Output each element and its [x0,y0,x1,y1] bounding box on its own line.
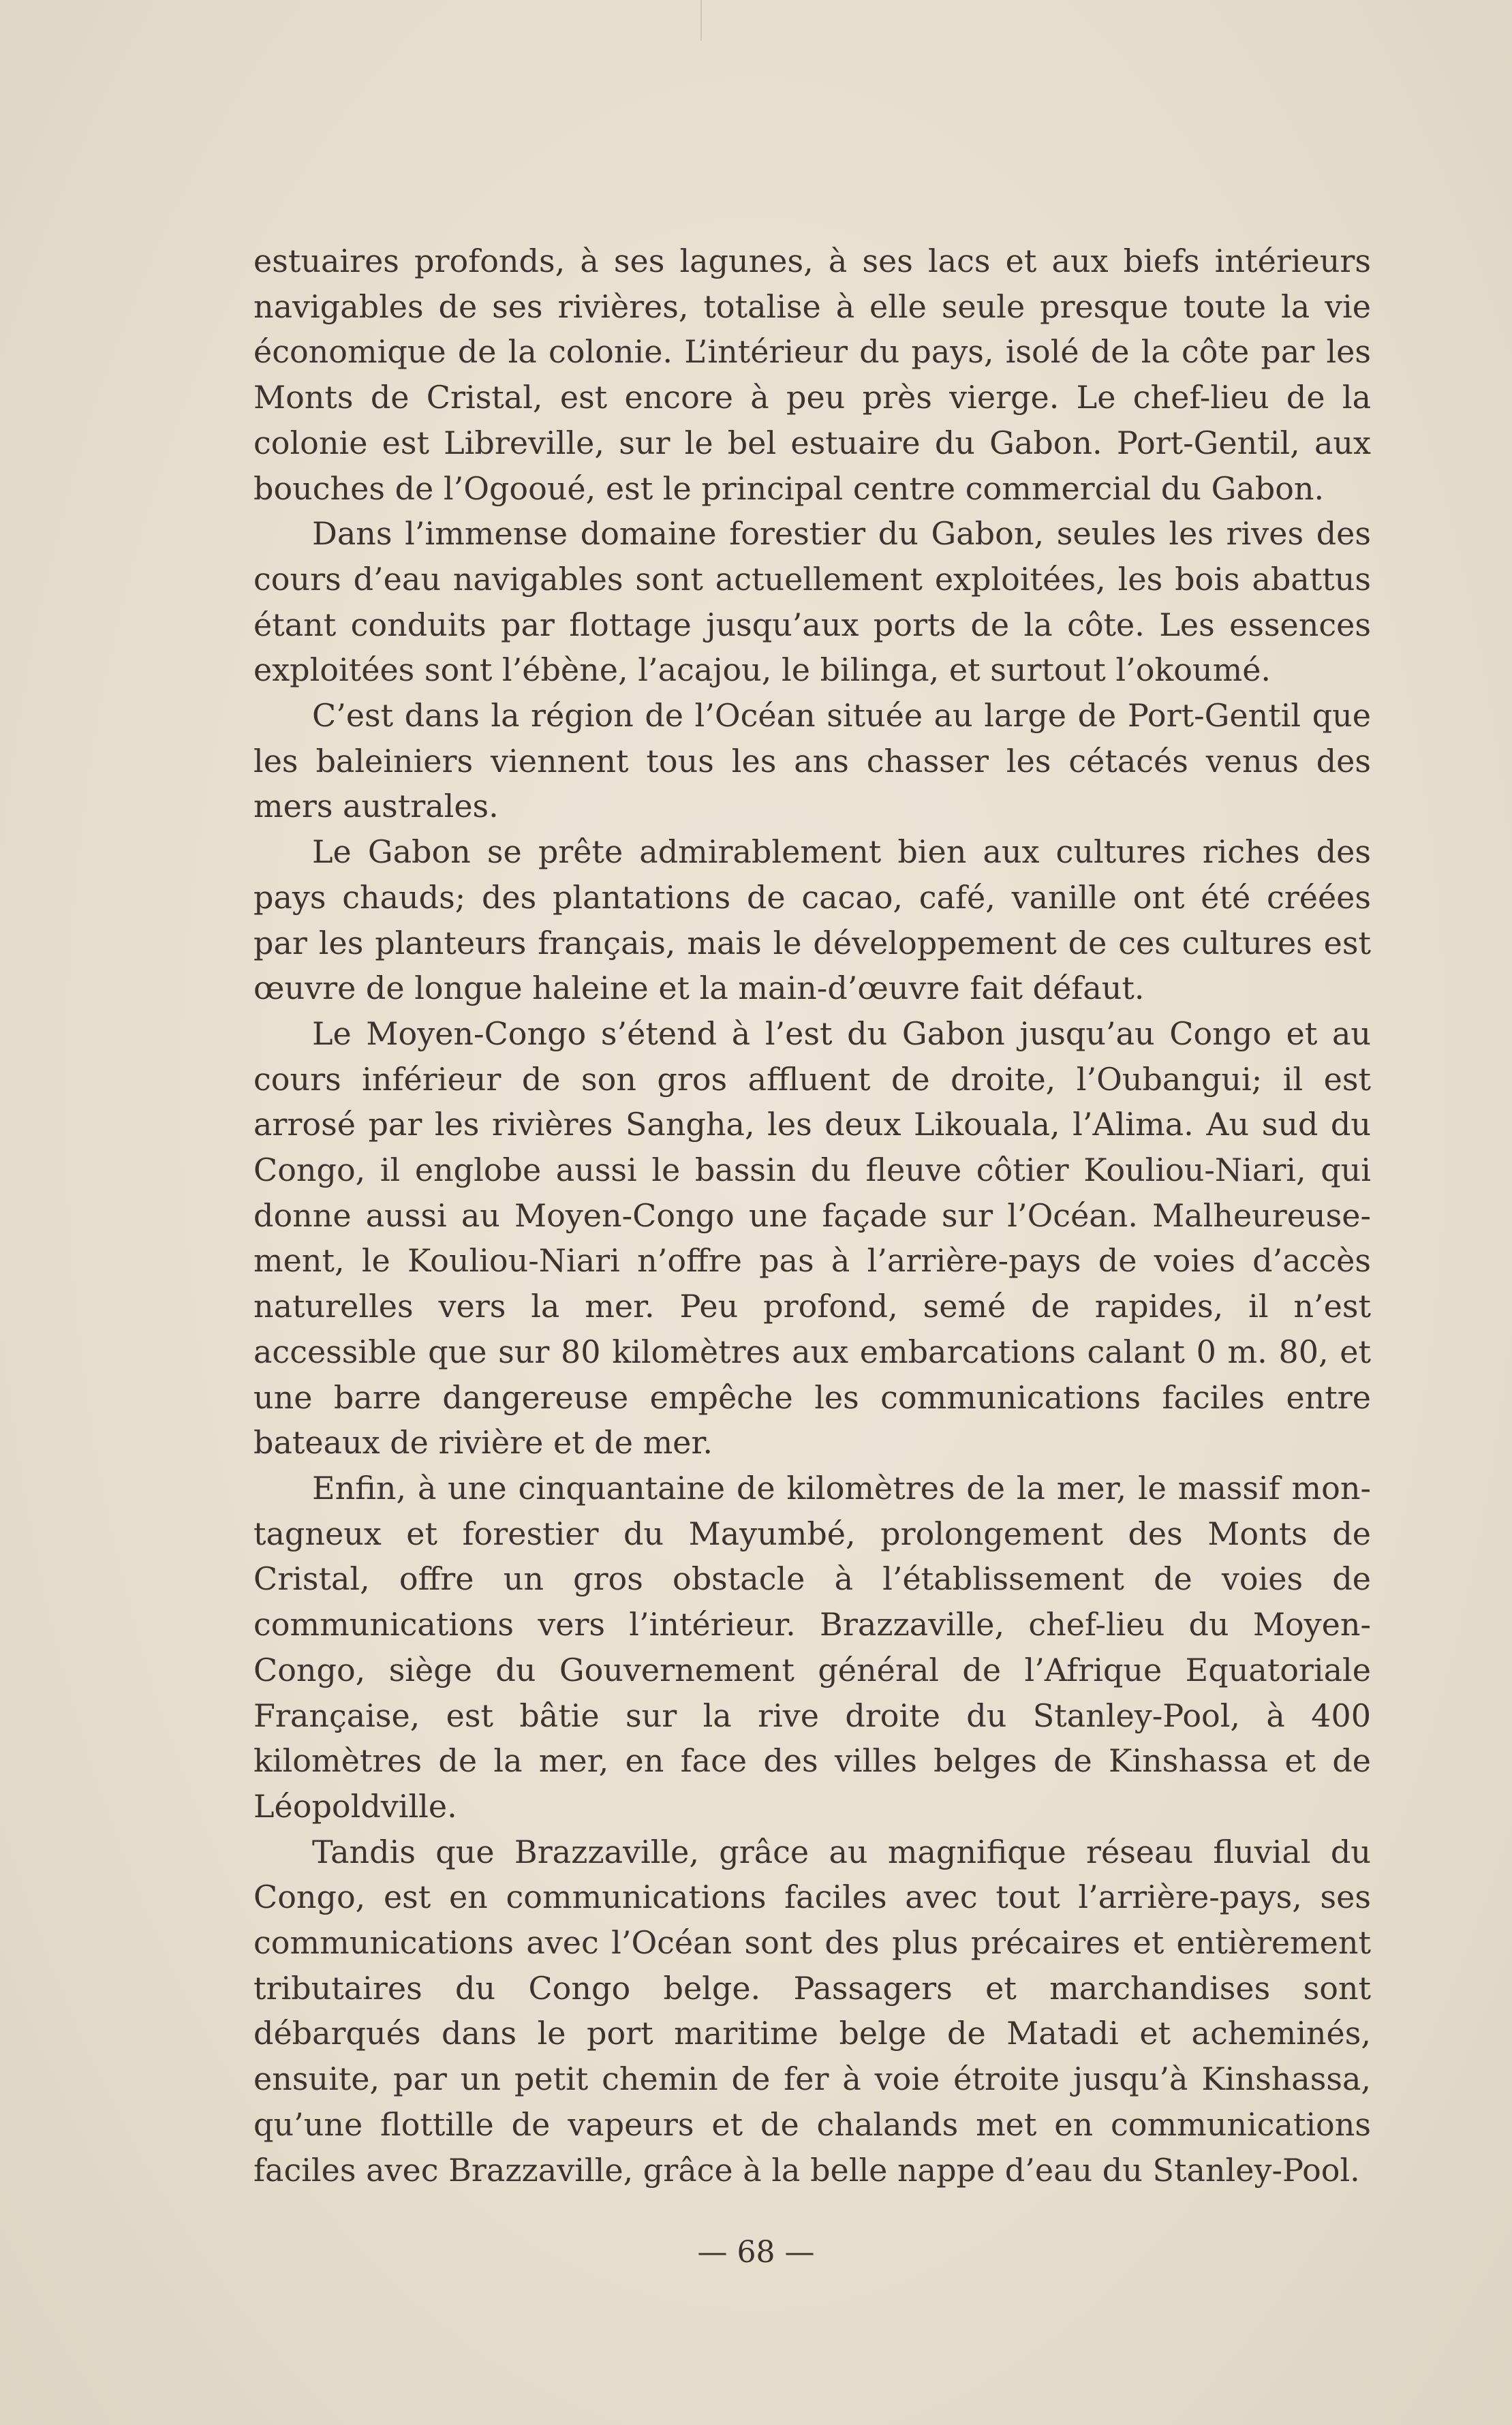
body-text [253,238,1371,2193]
page-number: — 68 — [697,2235,815,2270]
page-crease [700,0,702,41]
paragraph: estuaires profonds, à ses lagunes, à ses lacs et aux biefs intérieurs navigables de ses rivières, totalise à elle seule presque toute la vie économique de la colonie. L’intérieur du pays, isolé de la côte par les Monts de Cristal, est encore à peu près vierge. Le chef-lieu de la colonie est Libreville, sur le bel estuaire du Gabon. Port-Gentil, aux bouches de l’Ogooué, est le principal centre commercial du Gabon. [253,243,1371,507]
paragraph: C’est dans la région de l’Océan située au large de Port-Gentil que les baleiniers viennent tous les ans chasser les cétacés venus des mers australes. [253,697,1371,825]
paragraph: Le Moyen-Congo s’étend à l’est du Gabon jusqu’au Congo et au cours inférieur de son gros affluent de droite, l’Oubangui; il est arrosé par les rivières Sangha, les deux Likouala, l’Alima. Au sud du Congo, il englobe aussi le bassin du fleuve côtier Kouliou-Niari, qui donne aussi au Moyen-Congo une façade sur l’Océan. Malheureuse-ment, le Kouliou-Niari n’offre pas à l’arrière-pays de voies d’accès naturelles vers la mer. Peu profond, semé de rapides, il n’est accessible que sur 80 kilomètres aux embarcations calant 0 m. 80, et une barre dangereuse empêche les communications faciles entre bateaux de rivière et de mer. [253,1015,1371,1462]
paragraph: Dans l’immense domaine forestier du Gabon, seules les rives des cours d’eau navigables sont actuellement exploitées, les bois abattus étant conduits par flottage jusqu’aux ports de la côte. Les essences exploitées sont l’ébène, l’acajou, le bilinga, et surtout l’okoumé. [253,515,1371,689]
paragraph: Enfin, à une cinquantaine de kilomètres de la mer, le massif mon-tagneux et forestier du Mayumbé, prolongement des Monts de Cristal, offre un gros obstacle à l’établissement de voies de communications vers l’intérieur. Brazzaville, chef-lieu du Moyen-Congo, siège du Gouvernement général de l’Afrique Equatoriale Française, est bâtie sur la rive droite du Stanley-Pool, à 400 kilomètres de la mer, en face des villes belges de Kinshassa et de Léopoldville. [253,1469,1371,1825]
paragraph: Le Gabon se prête admirablement bien aux cultures riches des pays chauds; des plantations de cacao, café, vanille ont été créées par les planteurs français, mais le développement de ces cultures est œuvre de longue haleine et la main-d’œuvre fait défaut. [253,833,1371,1007]
paragraph: Tandis que Brazzaville, grâce au magnifique réseau fluvial du Congo, est en communications faciles avec tout l’arrière-pays, ses communications avec l’Océan sont des plus précaires et entièrement tributaires du Congo belge. Passagers et marchandises sont débarqués dans le port maritime belge de Matadi et acheminés, ensuite, par un petit chemin de fer à voie étroite jusqu’à Kinshassa, qu’une flottille de vapeurs et de chalands met en communications faciles avec Brazzaville, grâce à la belle nappe d’eau du Stanley-Pool. [253,1833,1371,2189]
